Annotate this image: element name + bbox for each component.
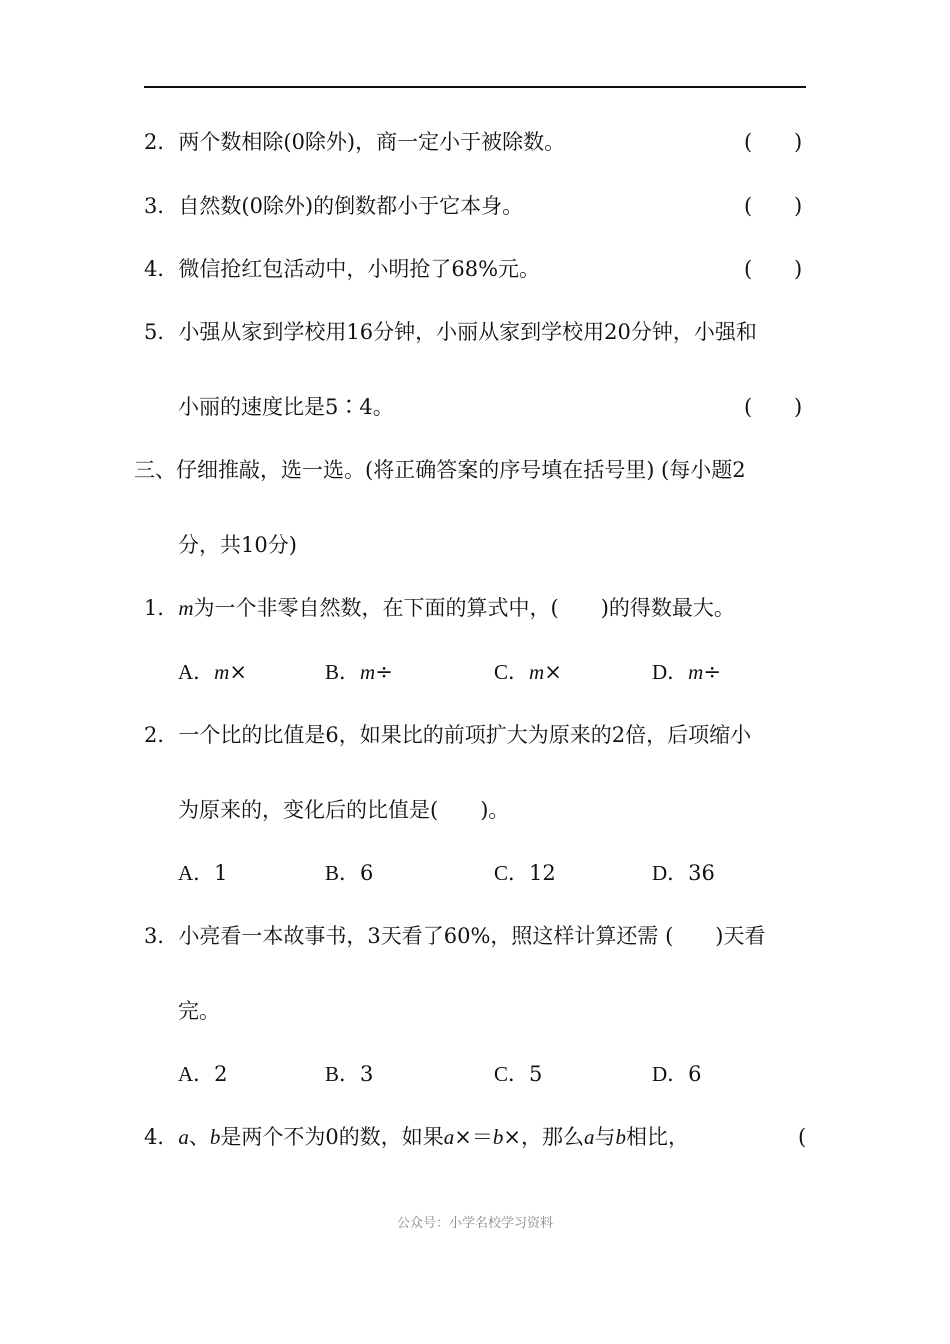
mc-q2-option-b[interactable]: B．6 — [325, 861, 374, 885]
judge-item-5-cont: 小丽的速度比是5∶4。 — [178, 395, 394, 419]
mc-q1-option-a[interactable]: A．m× — [178, 660, 247, 684]
judge-item-5: 5．小强从家到学校用16分钟，小丽从家到学校用20分钟，小强和 — [144, 320, 757, 344]
mc-q1-option-d[interactable]: D．m÷ — [652, 660, 721, 684]
mc-question-2: 2．一个比的比值是6，如果比的前项扩大为原来的2倍，后项缩小 — [144, 723, 752, 747]
judge-item-2: 2．两个数相除(0除外)，商一定小于被除数。 — [144, 130, 566, 154]
mc-q2-option-d[interactable]: D．36 — [652, 861, 715, 885]
mc-question-1: 1．m为一个非零自然数，在下面的算式中，( )的得数最大。 — [144, 596, 735, 620]
mc-q3-option-c[interactable]: C．5 — [494, 1062, 543, 1086]
mc-question-3: 3．小亮看一本故事书，3天看了60%，照这样计算还需 ( )天看 — [144, 924, 766, 948]
footer-watermark: 公众号：小学名校学习资料 — [396, 1216, 553, 1231]
mc-question-2-cont: 为原来的，变化后的比值是( )。 — [178, 798, 510, 822]
mc-q3-option-d[interactable]: D．6 — [652, 1062, 702, 1086]
mc-q3-option-a[interactable]: A．2 — [178, 1062, 228, 1086]
judge-item-4: 4．微信抢红包活动中，小明抢了68%元。 — [144, 257, 541, 281]
judge-item-3: 3．自然数(0除外)的倒数都小于它本身。 — [144, 194, 524, 218]
mc-q1-option-c[interactable]: C．m× — [494, 660, 562, 684]
mc-q1-option-b[interactable]: B．m÷ — [325, 660, 393, 684]
mc-q3-option-b[interactable]: B．3 — [325, 1062, 374, 1086]
mc-question-3-cont: 完。 — [178, 999, 220, 1023]
header-rule — [144, 86, 806, 88]
section-3-title-cont: 分，共10分) — [178, 533, 297, 557]
mc-q2-option-c[interactable]: C．12 — [494, 861, 556, 885]
section-3-title: 三、仔细推敲，选一选。(将正确答案的序号填在括号里) (每小题2 — [134, 458, 746, 482]
mc-question-4: 4．a、b是两个不为0的数，如果a×＝b×，那么a与b相比， — [144, 1125, 689, 1149]
mc-q2-option-a[interactable]: A．1 — [178, 861, 228, 885]
